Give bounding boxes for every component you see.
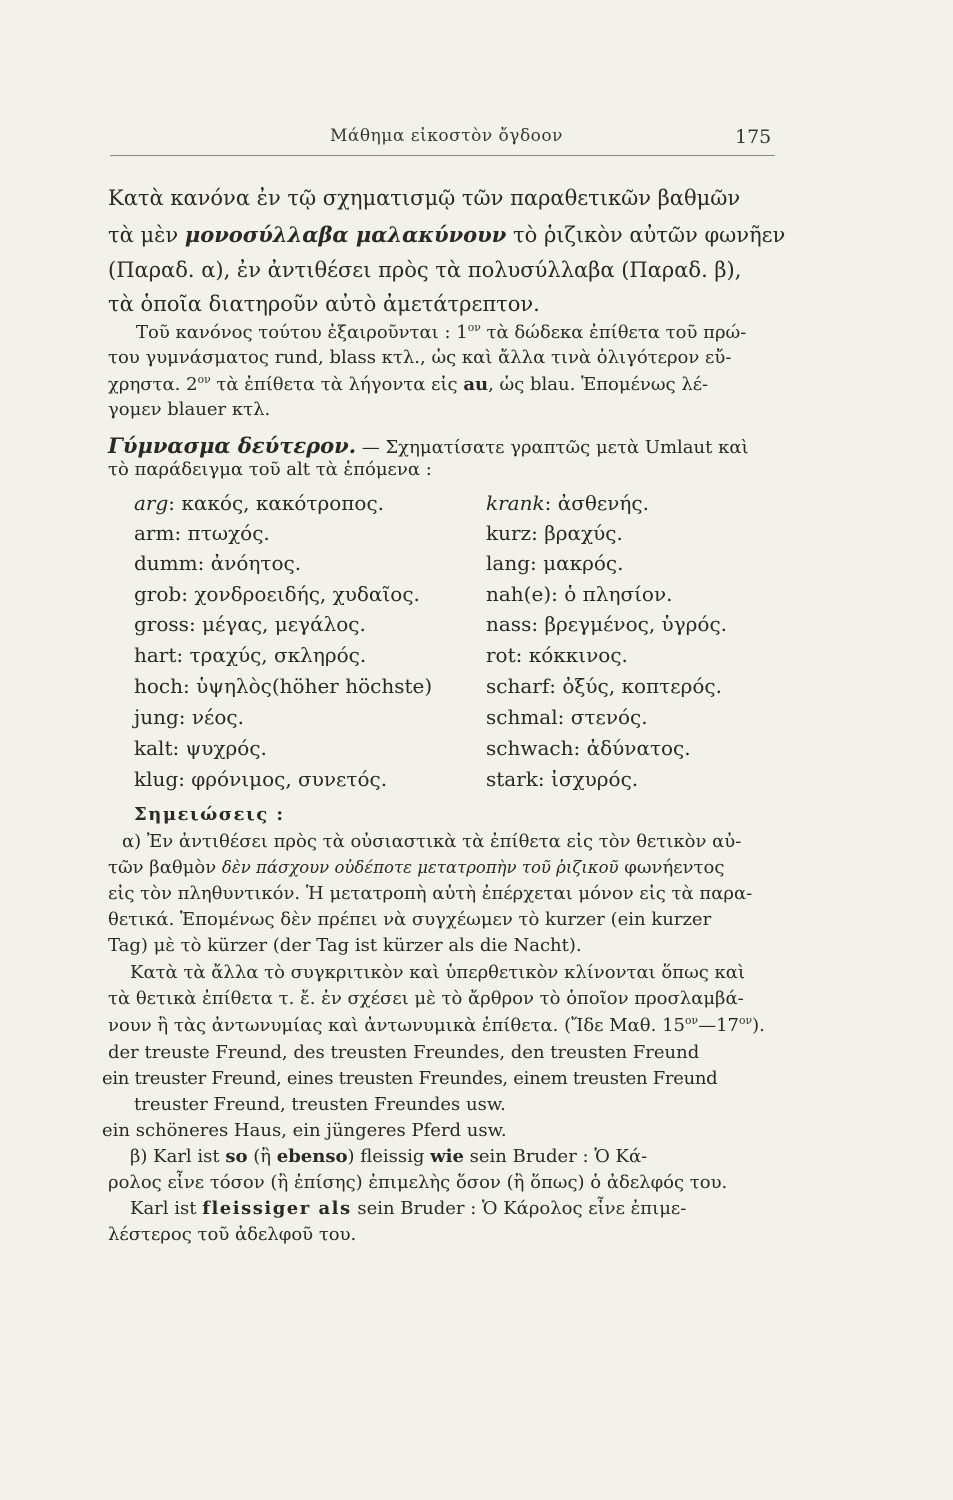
vocab-item: hart: τραχύς, σκληρός. [134, 643, 367, 667]
vocab-item: nass: βρεγμένος, ὑγρός. [486, 612, 728, 636]
notes-line-6: Κατὰ τὰ ἄλλα τὸ συγκριτικὸν καὶ ὑπερθετικὸν κλίνονται ὅπως καὶ [130, 962, 746, 983]
exceptions-line-4: γομεν blauer κτλ. [108, 399, 271, 420]
notes-line-15: Karl ist fleissiger als sein Bruder : Ὁ Κάρολος εἶνε ἐπιμε- [130, 1198, 687, 1219]
vocab-item: lang: μακρός. [486, 551, 624, 575]
notes-line-5: Tag) μὲ τὸ kürzer (der Tag ist kürzer als die Nacht). [108, 935, 582, 956]
exercise-heading-line: Γύμνασμα δεύτερον. — Σχηματίσατε γραπτῶς μετὰ Umlaut καὶ [108, 433, 749, 458]
intro-line-4: τὰ ὁποῖα διατηροῦν αὐτὸ ἀμετάτρεπτον. [108, 292, 540, 316]
exercise-title: Γύμνασμα δεύτερον. [108, 433, 357, 458]
emphasis-monosyllables: μονοσύλλαβα μαλακύνουν [184, 222, 507, 247]
notes-line-14: ρολος εἶνε τόσον (ἢ ἐπίσης) ἐπιμελὴς ὅσον (ἢ ὅπως) ὁ ἀδελφός του. [108, 1172, 728, 1193]
intro-line-3: (Παραδ. α), ἐν ἀντιθέσει πρὸς τὰ πολυσύλλαβα (Παραδ. β), [108, 258, 742, 282]
notes-line-8: νουν ἢ τὰς ἀντωνυμίας καὶ ἀντωνυμικὰ ἐπίθετα. (Ἴδε Μαθ. $15^{o\nu}—17^{o\nu}$). [108, 1014, 765, 1036]
vocab-item: hoch: ὑψηλὸς(höher höchste) [134, 674, 433, 698]
notes-line-4: θετικά. Ἑπομένως δὲν πρέπει νὰ συγχέωμεν τὸ kurzer (ein kurzer [108, 909, 712, 930]
vocab-item: scharf: ὀξύς, κοπτερός. [486, 674, 722, 698]
vocab-item: stark: ἰσχυρός. [486, 767, 639, 791]
vocab-item: gross: μέγας, μεγάλος. [134, 612, 366, 636]
vocab-item: arm: πτωχός. [134, 521, 270, 545]
exceptions-line-1: Τοῦ κανόνος τούτου ἐξαιροῦνται : $1^{o\nu}$ τὰ δώδεκα ἐπίθετα τοῦ πρώ- [136, 321, 747, 343]
notes-line-3: εἰς τὸν πληθυντικόν. Ἡ μετατροπὴ αὐτὴ ἐπέρχεται μόνον εἰς τὰ παρα- [108, 883, 753, 904]
page-number: 175 [735, 126, 772, 148]
exceptions-line-2: του γυμνάσματος rund, blass κτλ., ὡς καὶ ἄλλα τινὰ ὀλιγότερον εὔ- [108, 347, 732, 368]
exceptions-line-3: χρηστα. $2^{o\nu}$ τὰ ἐπίθετα τὰ λήγοντα εἰς au, ὡς blau. Ἑπομένως λέ- [108, 373, 709, 395]
notes-line-1: α) Ἐν ἀντιθέσει πρὸς τὰ οὐσιαστικὰ τὰ ἐπίθετα εἰς τὸν θετικὸν αὐ- [122, 831, 742, 852]
notes-heading: Σημειώσεις : [134, 804, 285, 825]
chapter-title: Μάθημα εἰκοστὸν ὄγδοον [330, 126, 563, 146]
vocab-item: grob: χονδροειδής, χυδαῖος. [134, 582, 420, 606]
vocab-item: dumm: ἀνόητος. [134, 551, 302, 575]
vocab-item: arg: κακός, κακότροπος. [134, 491, 385, 515]
exercise-line-2: τὸ παράδειγμα τοῦ alt τὰ ἑπόμενα : [108, 459, 432, 480]
vocab-item: nah(e): ὁ πλησίον. [486, 582, 673, 606]
intro-line-2: τὰ μὲν μονοσύλλαβα μαλακύνουν τὸ ῥιζικὸν αὐτῶν φωνῆεν [108, 222, 786, 247]
vocab-item: schwach: ἀδύνατος. [486, 736, 691, 760]
vocab-item: krank: ἀσθενής. [486, 491, 649, 515]
vocab-item: schmal: στενός. [486, 705, 648, 729]
vocab-item: kurz: βραχύς. [486, 521, 623, 545]
example-line-4: ein schöneres Haus, ein jüngeres Pferd usw. [102, 1120, 507, 1141]
vocab-item: kalt: ψυχρός. [134, 736, 267, 760]
example-line-2: ein treuster Freund, eines treusten Freundes, einem treusten Freund [102, 1068, 718, 1089]
notes-line-beta: β) Karl ist so (ἢ ebenso) fleissig wie sein Bruder : Ὁ Κά- [130, 1146, 648, 1167]
running-header [0, 126, 953, 156]
example-line-1: der treuste Freund, des treusten Freundes, den treusten Freund [108, 1042, 700, 1063]
header-divider [110, 155, 775, 156]
example-line-3: treuster Freund, treusten Freundes usw. [134, 1094, 506, 1115]
intro-line-1: Κατὰ κανόνα ἐν τῷ σχηματισμῷ τῶν παραθετικῶν βαθμῶν [108, 186, 741, 210]
vocab-item: klug: φρόνιμος, συνετός. [134, 767, 388, 791]
vocab-item: rot: κόκκινος. [486, 643, 628, 667]
notes-line-16: λέστερος τοῦ ἀδελφοῦ του. [108, 1224, 357, 1245]
vocab-item: jung: νέος. [134, 705, 244, 729]
notes-line-2: τῶν βαθμὸν δὲν πάσχουν οὐδέποτε μετατροπὴν τοῦ ῥιζικοῦ φωνήεντος [108, 857, 725, 878]
notes-line-7: τὰ θετικὰ ἐπίθετα τ. ἔ. ἐν σχέσει μὲ τὸ ἄρθρον τὸ ὁποῖον προσλαμβά- [108, 988, 744, 1009]
